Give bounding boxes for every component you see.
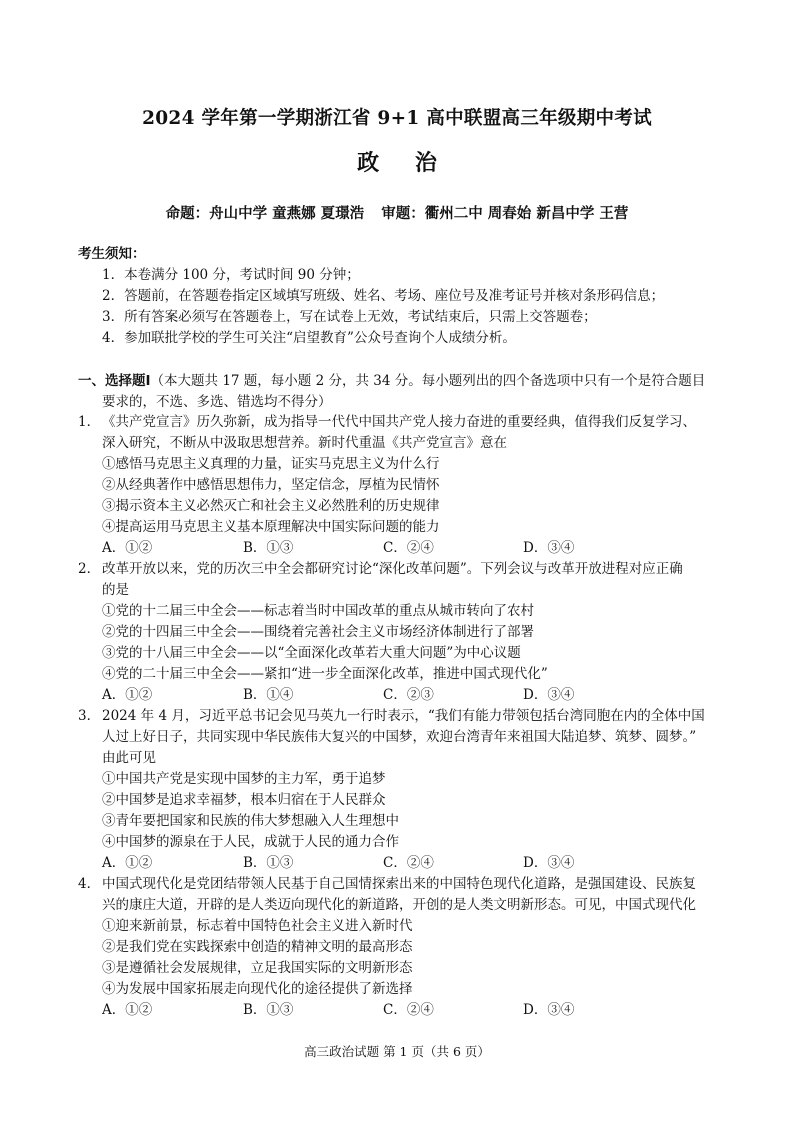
authors-reviewers: 审题：衢州二中 周春始 新昌中学 王营 — [381, 206, 629, 222]
choice-d: D．③④ — [523, 1002, 575, 1018]
statement-option: ①迎来新前景，标志着中国特色社会主义进入新时代 — [102, 918, 413, 934]
choice-b: B．①④ — [243, 687, 294, 703]
choice-b: B．①③ — [243, 1002, 294, 1018]
statement-option: ①中国共产党是实现中国梦的主力军，勇于追梦 — [102, 771, 386, 787]
exam-subject: 政 治 — [357, 150, 451, 176]
statement-option: ④党的二十届三中全会——紧扣“进一步全面深化改革，推进中国式现代化” — [102, 666, 548, 682]
question-2 — [78, 559, 728, 706]
statement-option: ②是我们党在实践探索中创造的精神文明的最高形态 — [102, 939, 413, 955]
statement-option: ①党的十二届三中全会——标志着当时中国改革的重点从城市转向了农村 — [102, 603, 534, 619]
question-list — [78, 412, 728, 1021]
exam-title: 2024 学年第一学期浙江省 9+1 高中联盟高三年级期中考试 — [142, 108, 652, 129]
exam-authors — [0, 202, 794, 223]
statement-option: ②中国梦是追求幸福梦，根本归宿在于人民群众 — [102, 792, 386, 808]
section-heading — [78, 371, 728, 413]
answer-choices — [78, 538, 728, 559]
choice-c: C．②④ — [383, 540, 434, 556]
candidate-notice — [78, 244, 758, 349]
question-stem: 中国式现代化是党团结带领人民基于自己国情探索出来的中国特色现代化道路，是强国建设、民族复 — [102, 876, 696, 892]
question-stem: 深入研究，不断从中汲取思想营养。新时代重温《共产党宣言》意在 — [102, 435, 507, 451]
choice-a: A．①② — [102, 855, 153, 871]
choice-b: B．①③ — [243, 540, 294, 556]
choice-a: A．①② — [102, 1002, 153, 1018]
question-number: 1． — [78, 414, 101, 430]
answer-choices — [78, 853, 728, 874]
answer-choices — [78, 685, 728, 706]
statement-option: ④为发展中国家拓展走向现代化的途径提供了新选择 — [102, 981, 413, 997]
choice-c: C．②④ — [383, 855, 434, 871]
statement-option: ②党的十四届三中全会——围绕着完善社会主义市场经济体制进行了部署 — [102, 624, 534, 640]
question-stem: 人过上好日子，共同实现中华民族伟大复兴的中国梦，欢迎台湾青年来祖国大陆追梦、筑梦、圆梦。” — [102, 729, 697, 745]
question-3 — [78, 706, 728, 874]
question-4 — [78, 874, 728, 1021]
statement-option: ②从经典著作中感悟思想伟力，坚定信念，厚植为民情怀 — [102, 477, 440, 493]
choice-a: A．①② — [102, 687, 153, 703]
question-number: 2． — [78, 561, 101, 577]
statement-option: ④提高运用马克思主义基本原理解决中国实际问题的能力 — [102, 519, 440, 535]
notice-title: 考生须知： — [78, 246, 146, 262]
question-stem: 《共产党宣言》历久弥新，成为指导一代代中国共产党人接力奋进的重要经典，值得我们反复学习、 — [102, 414, 696, 430]
choice-a: A．①② — [102, 540, 153, 556]
section-instructions-cont: 要求的，不选、多选、错选均不得分） — [102, 394, 332, 410]
choice-c: C．②③ — [383, 687, 434, 703]
notice-item: 3．所有答案必须写在答题卷上，写在试卷上无效，考试结束后，只需上交答题卷； — [102, 309, 597, 325]
statement-option: ③揭示资本主义必然灭亡和社会主义必然胜利的历史规律 — [102, 498, 440, 514]
statement-option: ③党的十八届三中全会——以“全面深化改革若大重大问题”为中心议题 — [102, 645, 521, 661]
question-stem: 由此可见 — [102, 750, 156, 766]
section-instructions: （本大题共 17 题，每小题 2 分，共 34 分。每小题列出的四个备选项中只有一个是符合题目 — [150, 373, 706, 389]
statement-option: ④中国梦的源泉在于人民，成就于人民的通力合作 — [102, 834, 399, 850]
question-number: 4． — [78, 876, 101, 892]
question-1 — [78, 412, 728, 559]
answer-choices — [78, 1000, 728, 1021]
authors-setters: 命题：舟山中学 童燕娜 夏璟浩 — [165, 206, 365, 222]
choice-d: D．③④ — [523, 687, 575, 703]
section-title: 一、选择题Ⅰ — [78, 373, 151, 389]
question-stem: 改革开放以来，党的历次三中全会都研究讨论“深化改革问题”。下列会议与改革开放进程对应正确 — [102, 561, 683, 577]
statement-option: ③是遵循社会发展规律，立足我国实际的文明新形态 — [102, 960, 413, 976]
question-stem: 2024 年 4 月，习近平总书记会见马英九一行时表示，“我们有能力带领包括台湾同胞在内的全体中国 — [102, 708, 705, 724]
choice-d: D．③④ — [523, 855, 575, 871]
choice-c: C．②④ — [383, 1002, 434, 1018]
statement-option: ③青年要把国家和民族的伟大梦想融入人生理想中 — [102, 813, 399, 829]
notice-item: 4．参加联批学校的学生可关注“启望教育”公众号查询个人成绩分析。 — [102, 330, 516, 346]
question-stem: 兴的康庄大道，开辟的是人类迈向现代化的新道路，开创的是人类文明新形态。可见，中国式现代化 — [102, 897, 696, 913]
notice-item: 2．答题前，在答题卷指定区域填写班级、姓名、考场、座位号及准考证号并核对条形码信息； — [102, 288, 665, 304]
choice-d: D．③④ — [523, 540, 575, 556]
notice-item: 1．本卷满分 100 分，考试时间 90 分钟； — [102, 267, 360, 283]
question-stem: 的是 — [102, 582, 129, 598]
question-number: 3． — [78, 708, 101, 724]
statement-option: ①感悟马克思主义真理的力量，证实马克思主义为什么行 — [102, 456, 440, 472]
choice-b: B．①③ — [243, 855, 294, 871]
page-footer: 高三政治试题 第 1 页（共 6 页） — [304, 1044, 490, 1059]
